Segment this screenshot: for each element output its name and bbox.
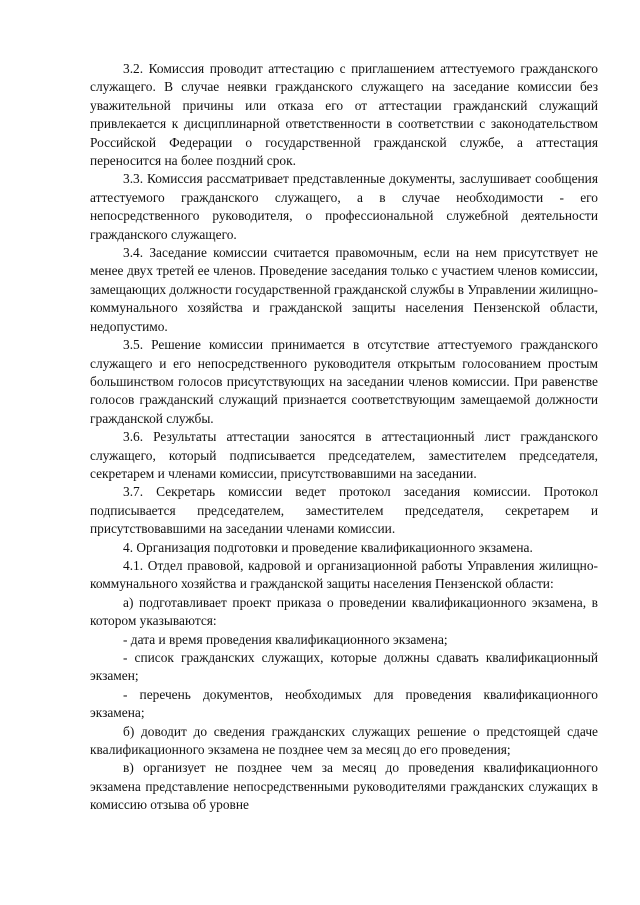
paragraph-4-1: 4.1. Отдел правовой, кадровой и организационной работы Управления жилищно-коммунального хозяйства и гражданской защиты населения Пензенской области: xyxy=(90,557,598,592)
item-a: а) подготавливает проект приказа о проведении квалификационного экзамена, в котором указываются: xyxy=(90,594,598,629)
paragraph-3-6: 3.6. Результаты аттестации заносятся в аттестационный лист гражданского служащего, который подписывается председателем, заместителем председателя, секретарем и членами комиссии, присутствовавшими на заседании. xyxy=(90,429,598,481)
dash-item-documents: - перечень документов, необходимых для проведения квалификационного экзамена; xyxy=(90,686,598,721)
paragraph-3-2: 3.2. Комиссия проводит аттестацию с приглашением аттестуемого гражданского служащего. В случае неявки гражданского служащего на заседание комиссии без уважительной причины или отказа его от аттестации гражданский служащий привлекается к дисциплинарной ответственности в соответствии с законодательством Российской Федерации о государственной гражданской службе, а аттестация переносится на более поздний срок. xyxy=(90,61,598,169)
item-v: в) организует не позднее чем за месяц до проведения квалификационного экзамена представление непосредственными руководителями гражданских служащих в комиссию отзыва об уровне xyxy=(90,760,598,813)
section-4-heading: 4. Организация подготовки и проведение квалификационного экзамена. xyxy=(123,539,533,555)
paragraph-3-4: 3.4. Заседание комиссии считается правомочным, если на нем присутствует не менее двух третей ее членов. Проведение заседания только с участием членов комиссии, замещающих должности государственной гражданской службы в Управлении жилищно-коммунального хозяйства и гражданской защиты населения Пензенской области, недопустимо. xyxy=(90,245,598,334)
dash-item-list: - список гражданских служащих, которые должны сдавать квалификационный экзамен; xyxy=(90,650,598,684)
item-b: б) доводит до сведения гражданских служащих решение о предстоящей сдаче квалификационного экзамена не позднее чем за месяц до его проведения; xyxy=(90,723,598,758)
paragraph-3-5: 3.5. Решение комиссии принимается в отсутствие аттестуемого гражданского служащего и его непосредственного руководителя открытым голосованием простым большинством голосов присутствующих на заседании членов комиссии. При равенстве голосов гражданский служащий признается соответствующим замещаемой должности гражданской службы. xyxy=(90,337,598,426)
paragraph-3-7: 3.7. Секретарь комиссии ведет протокол заседания комиссии. Протокол подписывается председателем, заместителем председателя, секретарем и присутствовавшими на заседании членами комиссии. xyxy=(90,484,598,537)
paragraph-3-3: 3.3. Комиссия рассматривает представленные документы, заслушивает сообщения аттестуемого гражданского служащего, а в случае необходимости - его непосредственного руководителя, о профессиональной служебной деятельности гражданского служащего. xyxy=(90,171,598,242)
dash-item-date: - дата и время проведения квалификационного экзамена; xyxy=(123,631,448,647)
